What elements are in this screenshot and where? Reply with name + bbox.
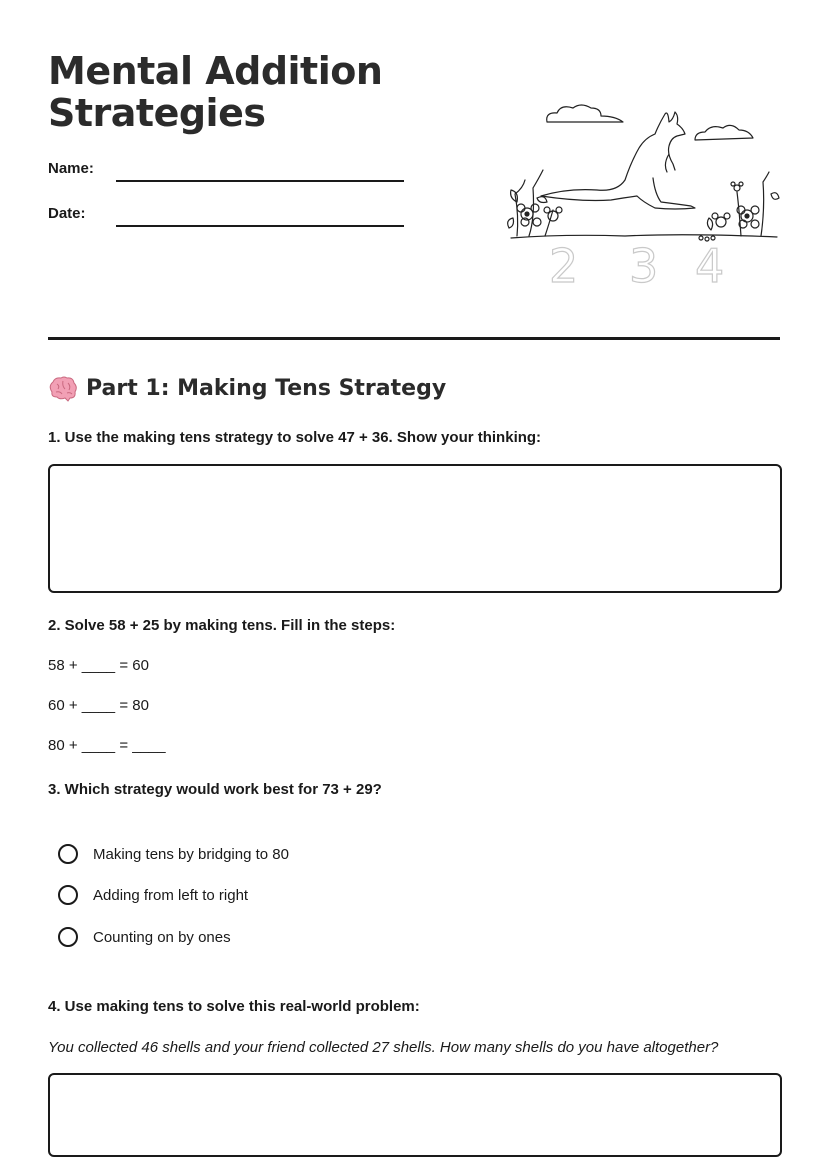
title-line-2: Strategies [48,91,266,135]
question-2: 2. Solve 58 + 25 by making tens. Fill in the steps: [48,617,396,634]
cloud-icon [547,105,623,122]
worksheet-title [48,50,382,134]
kangaroo-illustration [505,98,785,288]
fill-step-2[interactable]: 60 + ____ = 80 [48,697,149,714]
kangaroo-icon [541,112,695,209]
illustration-digit: 2 [549,239,579,288]
radio-button[interactable] [58,844,78,864]
answer-box-4[interactable] [48,1073,782,1157]
option-label: Making tens by bridging to 80 [93,845,289,863]
section-heading [48,374,446,404]
option-label: Adding from left to right [93,886,249,904]
radio-button[interactable] [58,927,78,947]
title-line-1: Mental Addition [48,49,383,93]
question-4: 4. Use making tens to solve this real-world problem: [48,998,420,1015]
option-left-to-right[interactable] [58,885,248,905]
option-label: Counting on by ones [93,928,231,946]
question-1: 1. Use the making tens strategy to solve 47 + 36. Show your thinking: [48,429,542,446]
option-counting-on[interactable] [58,927,231,947]
radio-button[interactable] [58,885,78,905]
date-line[interactable] [116,225,404,227]
cloud-icon [695,125,753,140]
date-label: Date: [48,205,86,222]
name-line[interactable] [116,180,404,182]
illustration-digit: 3 [629,239,659,288]
name-label: Name: [48,160,94,177]
option-bridging[interactable] [58,844,289,864]
question-4-prompt: You collected 46 shells and your friend collected 27 shells. How many shells do you have altogether? [48,1039,719,1056]
section-heading-text: Part 1: Making Tens Strategy [86,376,447,401]
header-divider [48,337,780,340]
answer-box-1[interactable] [48,464,782,593]
illustration-digit: 4 [695,239,725,288]
fill-step-1[interactable]: 58 + ____ = 60 [48,657,149,674]
brain-icon [48,376,78,402]
fill-step-3[interactable]: 80 + ____ = ____ [48,737,166,754]
question-3: 3. Which strategy would work best for 73 + 29? [48,781,382,798]
